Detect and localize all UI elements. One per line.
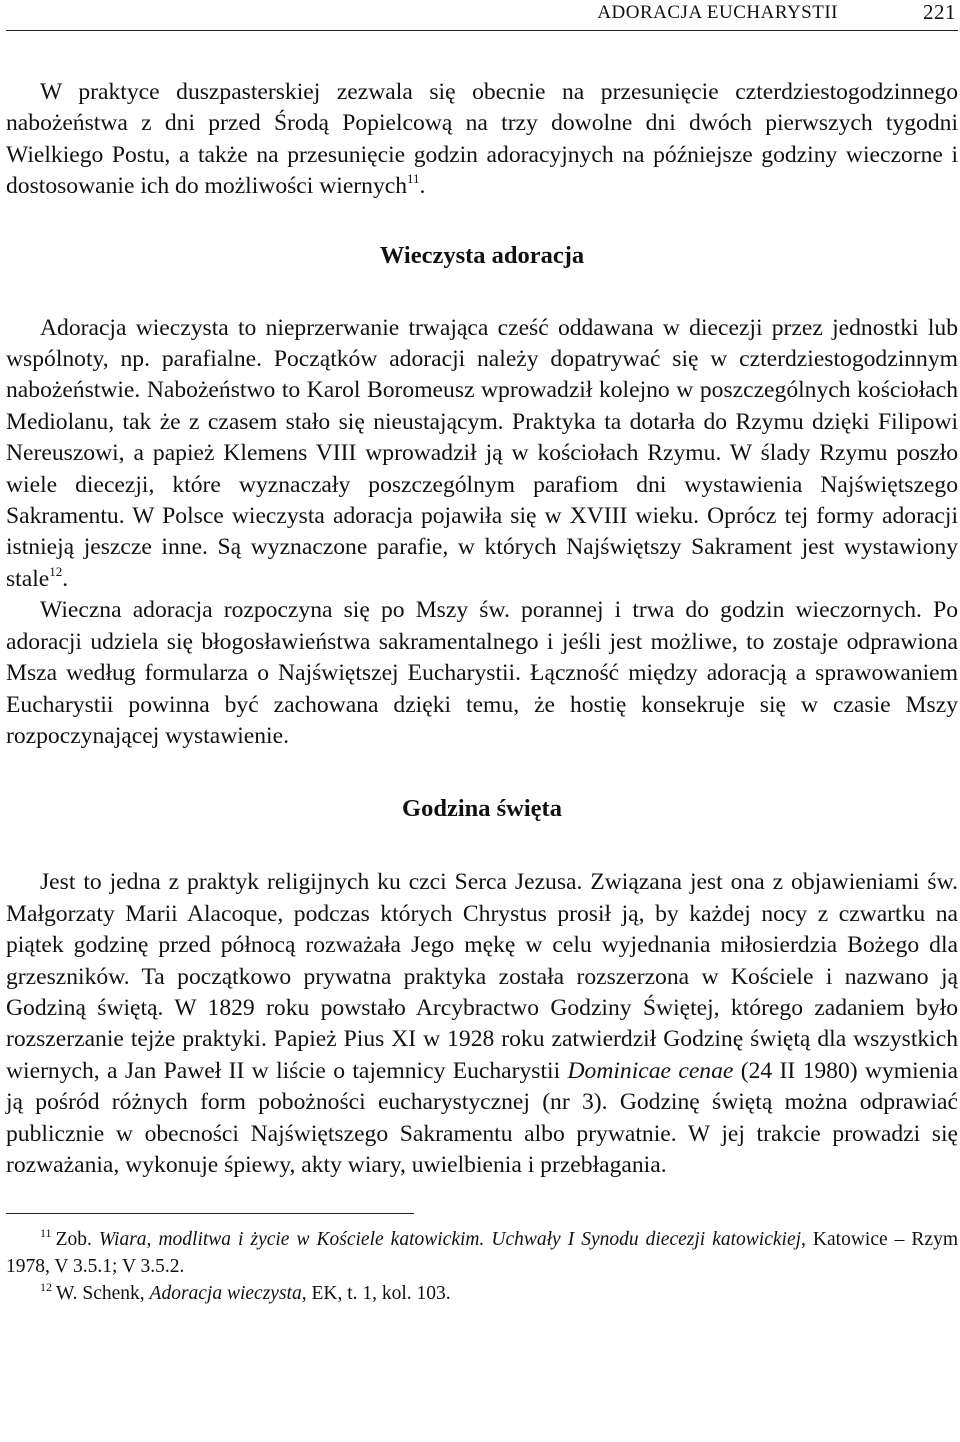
footnote-divider — [6, 1213, 414, 1214]
footnote-italic: Wiara, modlitwa i życie w Kościele katowickim. Uchwały I Synodu diecezji katowickiej, — [98, 1229, 806, 1251]
section2-text-b: (24 II 1980) wymienia ją pośród różnych form pobożności eucharystycznej (nr 3). Godzinę świętą można odprawiać publicznie w obecności Najświętszego Sakramentu albo prywatnie. W jej trakcie prowadzi się rozważania, wykonuje śpiewy, akty wiary, uwielbienia i przebłagania. — [6, 1057, 958, 1178]
intro-end: . — [419, 173, 426, 200]
footnote-suffix: , EK, t. 1, kol. 103. — [301, 1283, 451, 1305]
running-title: ADORACJA EUCHARYSTII — [597, 2, 838, 23]
footnote-ref-11[interactable]: 11 — [407, 171, 420, 187]
footnote-number: 11 — [40, 1226, 52, 1241]
section1-para1-end: . — [62, 565, 69, 592]
document-page — [6, 0, 958, 1307]
section1-para1-text: Adoracja wieczysta to nieprzerwanie trwająca cześć oddawana w diecezji przez jednostki lub wspólnoty, np. parafialne. Początków adoracji należy dopatrywać się w czterdziestogodzinnym nabożeństwie. Nabożeństwo to Karol Boromeusz wprowadził kolejno w poszczególnych kościołach Mediolanu, tak że z czasem stało się nieustającym. Praktyka ta dotarła do Rzymu dzięki Filipowi Nereuszowi, a papież Klemens VIII wprowadził ją w kościołach Rzymu. W ślady Rzymu poszło wiele diecezji, które wyznaczały poszczególnym parafiom dni wystawienia Najświętszego Sakramentu. W Polsce wieczysta adoracja pojawiła się w XVIII wieku. Oprócz tej formy adoracji istnieją jeszcze inne. Są wyznaczone parafie, w których Najświętszy Sakrament jest wystawiony stale — [6, 314, 958, 592]
section1-paragraph-1 — [6, 313, 958, 596]
section-heading-wieczysta: Wieczysta adoracja — [379, 241, 585, 269]
footnote-suffix: Katowice – Rzym 1978, V 3.5.1; V 3.5.2. — [6, 1229, 958, 1278]
intro-text: W praktyce duszpasterskiej zezwala się obecnie na przesunięcie czterdziestogodzinnego nabożeństwa z dni przed Środą Popielcową na trzy dowolne dni dwóch pierwszych tygodni Wielkiego Postu, a także na przesunięcie godzin adoracyjnych na późniejsze godziny wieczorne i dostosowanie ich do możliwości wiernych — [6, 79, 958, 200]
footnote-prefix: Zob. — [55, 1229, 99, 1251]
section2-paragraph — [6, 867, 958, 1181]
footnotes — [6, 1226, 958, 1307]
footnote-prefix: W. Schenk, — [56, 1283, 150, 1305]
intro-paragraph — [6, 77, 958, 203]
footnote-11 — [6, 1226, 958, 1280]
footnote-italic: Adoracja wieczysta — [149, 1283, 302, 1305]
section-heading-godzina: Godzina święta — [402, 795, 562, 823]
footnote-ref-12[interactable]: 12 — [49, 563, 63, 579]
running-header — [6, 0, 958, 31]
footnote-12 — [6, 1280, 958, 1307]
section2-text-a: Jest to jedna z praktyk religijnych ku czci Serca Jezusa. Związana jest ona z objawieniami św. Małgorzaty Marii Alacoque, podczas których Chrystus prosił ją, by każdej nocy z czwartku na piątek godzinę przed północą rozważała Jego mękę w celu wyjednania miłosierdzia Bożego dla grzeszników. Ta początkowo prywatna praktyka została rozszerzona w Kościele i nazwano ją Godziną świętą. W 1829 roku powstało Arcybractwo Godziny Świętej, którego zadaniem było rozszerzanie tejże praktyki. Papież Pius XI w 1928 roku zatwierdził Godzinę świętą dla wszystkich wiernych, a Jan Paweł II w liście o tajemnicy Eucharystii — [6, 869, 958, 1084]
section1-paragraph-2: Wieczna adoracja rozpoczyna się po Mszy św. porannej i trwa do godzin wieczornych. Po adoracji udziela się błogosławieństwa sakramentalnego i jeśli jest możliwe, to zostaje odprawiona Msza według formularza o Najświętszej Eucharystii. Łączność między adoracją a sprawowaniem Eucharystii powinna być zachowana dzięki temu, że hostię konsekruje się w czasie Mszy rozpoczynającej wystawienie. — [6, 597, 958, 749]
footnote-number: 12 — [40, 1280, 52, 1295]
italic-title-dominicae: Dominicae cenae — [567, 1057, 734, 1084]
page-number: 221 — [923, 0, 956, 24]
